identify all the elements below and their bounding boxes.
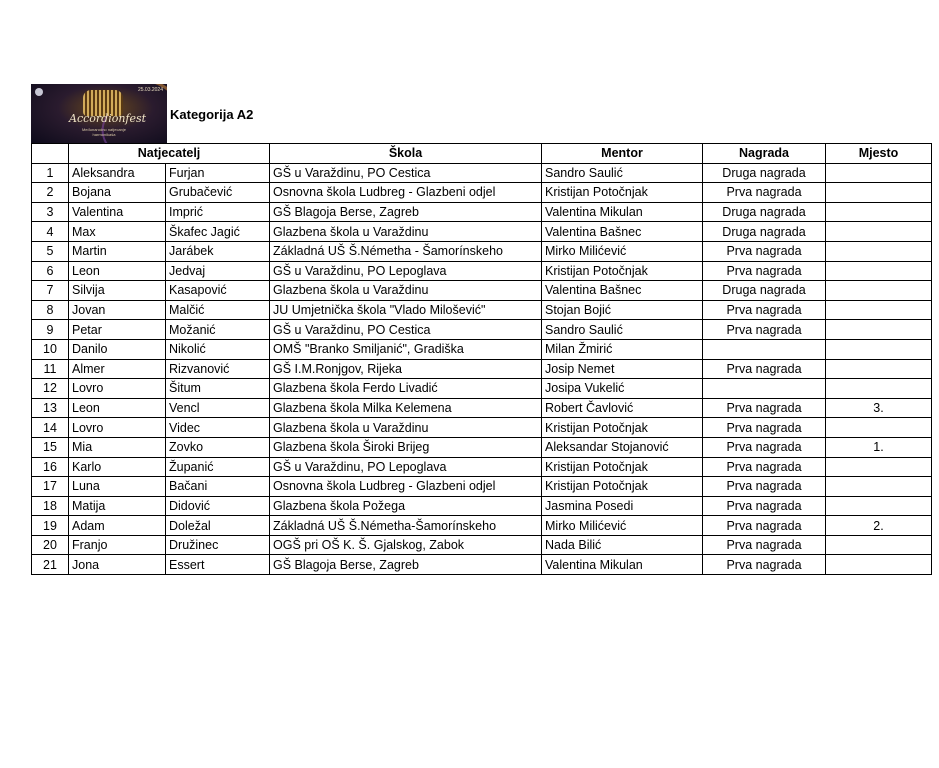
row-number: 15 — [32, 437, 69, 457]
award-cell: Prva nagrada — [703, 496, 826, 516]
award-cell: Prva nagrada — [703, 300, 826, 320]
award-cell: Prva nagrada — [703, 359, 826, 379]
place-cell — [826, 555, 932, 575]
competitor-first-name: Max — [69, 222, 166, 242]
table-row — [32, 339, 932, 359]
competitor-first-name: Karlo — [69, 457, 166, 477]
table-row — [32, 555, 932, 575]
school-cell: Osnovna škola Ludbreg - Glazbeni odjel — [270, 183, 542, 203]
table-row — [32, 457, 932, 477]
table-row — [32, 222, 932, 242]
place-cell — [826, 320, 932, 340]
competitor-last-name: Vencl — [166, 398, 270, 418]
competitor-last-name: Videc — [166, 418, 270, 438]
event-banner-image — [31, 84, 167, 144]
mentor-cell: Kristijan Potočnjak — [542, 418, 703, 438]
award-cell: Prva nagrada — [703, 261, 826, 281]
row-number: 1 — [32, 163, 69, 183]
competitor-first-name: Luna — [69, 477, 166, 497]
header-competitor: Natjecatelj — [69, 144, 270, 164]
place-cell — [826, 359, 932, 379]
competitor-first-name: Aleksandra — [69, 163, 166, 183]
competitor-last-name: Doležal — [166, 516, 270, 536]
competitor-first-name: Martin — [69, 241, 166, 261]
school-cell: Glazbena škola Ferdo Livadić — [270, 379, 542, 399]
row-number: 4 — [32, 222, 69, 242]
award-cell: Prva nagrada — [703, 535, 826, 555]
competitor-first-name: Almer — [69, 359, 166, 379]
mentor-cell: Nada Bilić — [542, 535, 703, 555]
school-cell: Základná UŠ Š.Németha - Šamorínskeho — [270, 241, 542, 261]
row-number: 17 — [32, 477, 69, 497]
mentor-cell: Valentina Bašnec — [542, 281, 703, 301]
place-cell — [826, 241, 932, 261]
award-cell: Prva nagrada — [703, 477, 826, 497]
table-row — [32, 241, 932, 261]
table-row — [32, 300, 932, 320]
table-row — [32, 496, 932, 516]
row-number: 20 — [32, 535, 69, 555]
award-cell — [703, 379, 826, 399]
competitor-first-name: Lovro — [69, 418, 166, 438]
place-cell — [826, 183, 932, 203]
award-cell: Prva nagrada — [703, 241, 826, 261]
place-cell — [826, 379, 932, 399]
competitor-last-name: Kasapović — [166, 281, 270, 301]
row-number: 19 — [32, 516, 69, 536]
competitor-last-name: Družinec — [166, 535, 270, 555]
mentor-cell: Jasmina Posedi — [542, 496, 703, 516]
competitor-first-name: Leon — [69, 261, 166, 281]
place-cell: 1. — [826, 437, 932, 457]
header-row — [32, 144, 932, 164]
school-cell: GŠ Blagoja Berse, Zagreb — [270, 555, 542, 575]
place-cell — [826, 281, 932, 301]
mentor-cell: Josipa Vukelić — [542, 379, 703, 399]
place-cell — [826, 418, 932, 438]
banner-subtitle: Međunarodno natjecanje harmonikaša — [81, 127, 127, 137]
mentor-cell: Aleksandar Stojanović — [542, 437, 703, 457]
school-cell: GŠ u Varaždinu, PO Cestica — [270, 320, 542, 340]
row-number: 9 — [32, 320, 69, 340]
competitor-first-name: Danilo — [69, 339, 166, 359]
award-cell: Prva nagrada — [703, 320, 826, 340]
competitor-last-name: Essert — [166, 555, 270, 575]
competitor-last-name: Zovko — [166, 437, 270, 457]
table-row — [32, 535, 932, 555]
competitor-last-name: Šitum — [166, 379, 270, 399]
row-number: 16 — [32, 457, 69, 477]
award-cell: Prva nagrada — [703, 183, 826, 203]
mentor-cell: Josip Nemet — [542, 359, 703, 379]
mentor-cell: Stojan Bojić — [542, 300, 703, 320]
mentor-cell: Milan Žmirić — [542, 339, 703, 359]
award-cell: Druga nagrada — [703, 222, 826, 242]
table-row — [32, 477, 932, 497]
table-row — [32, 320, 932, 340]
competitor-first-name: Jovan — [69, 300, 166, 320]
school-cell: Základná UŠ Š.Németha-Šamorínskeho — [270, 516, 542, 536]
place-cell — [826, 477, 932, 497]
table-row — [32, 202, 932, 222]
table-row — [32, 379, 932, 399]
award-cell: Prva nagrada — [703, 418, 826, 438]
school-cell: JU Umjetnička škola "Vlado Milošević" — [270, 300, 542, 320]
row-number: 6 — [32, 261, 69, 281]
competitor-first-name: Petar — [69, 320, 166, 340]
competitor-first-name: Leon — [69, 398, 166, 418]
competitor-last-name: Imprić — [166, 202, 270, 222]
school-cell: Glazbena škola u Varaždinu — [270, 281, 542, 301]
competitor-last-name: Bačani — [166, 477, 270, 497]
row-number: 18 — [32, 496, 69, 516]
mentor-cell: Kristijan Potočnjak — [542, 477, 703, 497]
competitor-first-name: Lovro — [69, 379, 166, 399]
row-number: 2 — [32, 183, 69, 203]
mentor-cell: Valentina Bašnec — [542, 222, 703, 242]
row-number: 8 — [32, 300, 69, 320]
school-cell: OMŠ "Branko Smiljanić", Gradiška — [270, 339, 542, 359]
row-number: 12 — [32, 379, 69, 399]
place-cell — [826, 339, 932, 359]
row-number: 5 — [32, 241, 69, 261]
table-row — [32, 183, 932, 203]
competitor-first-name: Matija — [69, 496, 166, 516]
school-cell: Glazbena škola u Varaždinu — [270, 418, 542, 438]
row-number: 3 — [32, 202, 69, 222]
mentor-cell: Sandro Saulić — [542, 320, 703, 340]
table-row — [32, 359, 932, 379]
crest-icon — [35, 88, 43, 96]
row-number: 14 — [32, 418, 69, 438]
mentor-cell: Sandro Saulić — [542, 163, 703, 183]
place-cell: 2. — [826, 516, 932, 536]
place-cell — [826, 261, 932, 281]
table-row — [32, 418, 932, 438]
mentor-cell: Valentina Mikulan — [542, 555, 703, 575]
mentor-cell: Mirko Milićević — [542, 516, 703, 536]
row-number: 13 — [32, 398, 69, 418]
banner-brand: Accordionfest — [69, 112, 147, 125]
row-number: 11 — [32, 359, 69, 379]
header-award: Nagrada — [703, 144, 826, 164]
header-mentor: Mentor — [542, 144, 703, 164]
banner-date: 25.03.2024 — [137, 87, 163, 93]
competitor-last-name: Furjan — [166, 163, 270, 183]
competitor-first-name: Mia — [69, 437, 166, 457]
header-school: Škola — [270, 144, 542, 164]
place-cell — [826, 300, 932, 320]
award-cell: Prva nagrada — [703, 555, 826, 575]
competitor-first-name: Valentina — [69, 202, 166, 222]
competitor-last-name: Škafec Jagić — [166, 222, 270, 242]
results-table — [31, 143, 932, 575]
competitor-first-name: Jona — [69, 555, 166, 575]
table-row — [32, 261, 932, 281]
school-cell: Glazbena škola Široki Brijeg — [270, 437, 542, 457]
place-cell — [826, 457, 932, 477]
table-row — [32, 398, 932, 418]
header-place: Mjesto — [826, 144, 932, 164]
school-cell: OGŠ pri OŠ K. Š. Gjalskog, Zabok — [270, 535, 542, 555]
school-cell: GŠ u Varaždinu, PO Cestica — [270, 163, 542, 183]
mentor-cell: Mirko Milićević — [542, 241, 703, 261]
award-cell: Druga nagrada — [703, 163, 826, 183]
school-cell: GŠ u Varaždinu, PO Lepoglava — [270, 457, 542, 477]
award-cell: Prva nagrada — [703, 516, 826, 536]
place-cell — [826, 163, 932, 183]
row-number: 10 — [32, 339, 69, 359]
place-cell — [826, 496, 932, 516]
place-cell: 3. — [826, 398, 932, 418]
school-cell: Osnovna škola Ludbreg - Glazbeni odjel — [270, 477, 542, 497]
school-cell: Glazbena škola Požega — [270, 496, 542, 516]
school-cell: GŠ I.M.Ronjgov, Rijeka — [270, 359, 542, 379]
competitor-first-name: Silvija — [69, 281, 166, 301]
table-row — [32, 437, 932, 457]
mentor-cell: Kristijan Potočnjak — [542, 183, 703, 203]
table-row — [32, 516, 932, 536]
award-cell — [703, 339, 826, 359]
competitor-last-name: Jedvaj — [166, 261, 270, 281]
school-cell: GŠ Blagoja Berse, Zagreb — [270, 202, 542, 222]
place-cell — [826, 222, 932, 242]
school-cell: Glazbena škola u Varaždinu — [270, 222, 542, 242]
competitor-first-name: Franjo — [69, 535, 166, 555]
mentor-cell: Robert Čavlović — [542, 398, 703, 418]
place-cell — [826, 535, 932, 555]
competitor-first-name: Adam — [69, 516, 166, 536]
school-cell: GŠ u Varaždinu, PO Lepoglava — [270, 261, 542, 281]
competitor-first-name: Bojana — [69, 183, 166, 203]
competitor-last-name: Didović — [166, 496, 270, 516]
mentor-cell: Valentina Mikulan — [542, 202, 703, 222]
award-cell: Druga nagrada — [703, 202, 826, 222]
header-number — [32, 144, 69, 164]
competitor-last-name: Grubačević — [166, 183, 270, 203]
table-row — [32, 281, 932, 301]
award-cell: Prva nagrada — [703, 457, 826, 477]
row-number: 7 — [32, 281, 69, 301]
award-cell: Druga nagrada — [703, 281, 826, 301]
award-cell: Prva nagrada — [703, 398, 826, 418]
mentor-cell: Kristijan Potočnjak — [542, 457, 703, 477]
school-cell: Glazbena škola Milka Kelemena — [270, 398, 542, 418]
category-title: Kategorija A2 — [170, 107, 254, 122]
competitor-last-name: Rizvanović — [166, 359, 270, 379]
table-row — [32, 163, 932, 183]
competitor-last-name: Jarábek — [166, 241, 270, 261]
mentor-cell: Kristijan Potočnjak — [542, 261, 703, 281]
competitor-last-name: Možanić — [166, 320, 270, 340]
award-cell: Prva nagrada — [703, 437, 826, 457]
row-number: 21 — [32, 555, 69, 575]
competitor-last-name: Nikolić — [166, 339, 270, 359]
competitor-last-name: Malčić — [166, 300, 270, 320]
place-cell — [826, 202, 932, 222]
competitor-last-name: Županić — [166, 457, 270, 477]
